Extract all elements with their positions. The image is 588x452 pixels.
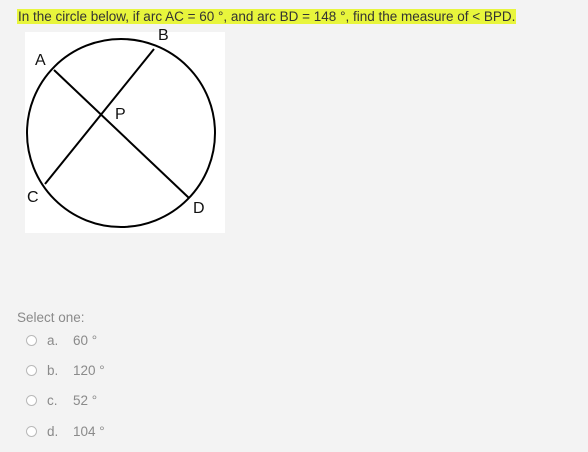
radio-button[interactable] [26,365,37,376]
radio-button[interactable] [26,426,37,437]
option-a[interactable] [26,330,97,350]
question-highlight: In the circle below, if arc AC = 60 °, and arc BD = 148 °, find the measure of < BPD. [18,9,516,24]
option-value: 104 ° [73,423,105,439]
option-value: 60 ° [73,332,98,348]
option-letter: d. [47,423,59,439]
radio-button[interactable] [26,335,37,346]
radio-button[interactable] [26,395,37,406]
option-c[interactable] [26,390,97,410]
label-d: D [193,200,205,217]
question-text [17,8,516,26]
label-b: B [158,27,169,44]
option-letter: b. [47,362,59,378]
label-p: P [115,106,126,123]
chord-bc [45,49,154,184]
label-a: A [35,52,46,69]
option-d[interactable] [26,421,105,441]
circle-diagram [25,27,225,233]
option-letter: c. [47,392,58,408]
option-value: 120 ° [73,362,105,378]
select-one-label: Select one: [17,310,85,325]
option-b[interactable] [26,360,105,380]
option-letter: a. [47,332,59,348]
label-c: C [27,189,39,206]
option-value: 52 ° [73,392,98,408]
